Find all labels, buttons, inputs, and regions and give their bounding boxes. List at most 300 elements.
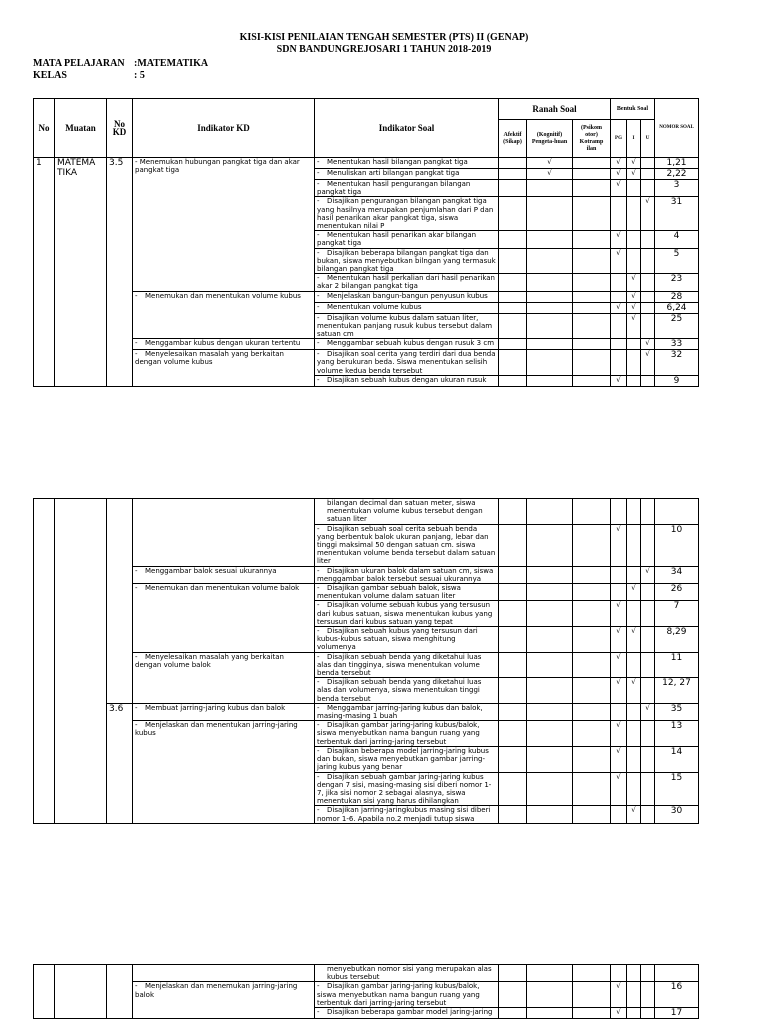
pg-cell bbox=[611, 302, 627, 313]
i-cell bbox=[627, 339, 641, 350]
bullet-dash: - bbox=[317, 652, 320, 661]
bullet-dash: - bbox=[317, 678, 320, 687]
pg-cell bbox=[611, 524, 627, 566]
psikomotor-cell bbox=[573, 375, 611, 386]
nomor-soal-cell bbox=[655, 197, 699, 231]
nomor-soal-cell-text: 10 bbox=[670, 524, 683, 535]
indikator-soal-cell bbox=[315, 721, 499, 747]
indikator-kd-text: Menemukan dan menentukan volume balok bbox=[145, 584, 300, 593]
row-muatan bbox=[55, 158, 107, 387]
bullet-dash: - bbox=[317, 746, 320, 755]
afektif-cell bbox=[499, 313, 527, 339]
pg-cell bbox=[611, 678, 627, 704]
kognitif-cell bbox=[527, 197, 573, 231]
u-cell bbox=[641, 302, 655, 313]
pg-cell bbox=[611, 566, 627, 583]
psikomotor-cell bbox=[573, 806, 611, 823]
indikator-soal-text: Menggambar jarring-jaring kubus dan balok, masing-masing 1 buah bbox=[317, 703, 483, 721]
indikator-kd-cell bbox=[133, 965, 315, 982]
row-no bbox=[34, 499, 55, 824]
indikator-soal-text: Disajikan volume sebuah kubus yang tersusun dari kubus satuan, siswa menentukan kubus yang tersusun dari kubus satuan yang tepat bbox=[317, 601, 493, 626]
bullet-dash: - bbox=[135, 350, 138, 359]
bullet-dash: - bbox=[135, 703, 138, 712]
bullet-dash: - bbox=[317, 566, 320, 575]
u-cell bbox=[641, 375, 655, 386]
psikomotor-cell bbox=[573, 274, 611, 291]
u-cell bbox=[641, 721, 655, 747]
indikator-soal-text: Disajikan soal cerita yang terdiri dari dua benda yang berukuran beda. Siswa menentukan selisih volume kedua benda tersebut bbox=[317, 350, 496, 375]
kognitif-cell bbox=[527, 524, 573, 566]
pg-cell-text: √ bbox=[616, 169, 621, 177]
pg-cell bbox=[611, 584, 627, 601]
indikator-soal-text: Disajikan sebuah benda yang diketahui luas alas dan volumenya, siswa menentukan tinggi benda tersebut bbox=[317, 678, 482, 703]
pg-cell-text: √ bbox=[616, 248, 621, 257]
mapel-label: MATA PELAJARAN bbox=[33, 58, 125, 69]
pg-cell bbox=[611, 375, 627, 386]
i-cell bbox=[627, 806, 641, 823]
nomor-soal-cell-text: 8,29 bbox=[666, 627, 687, 638]
kognitif-cell bbox=[527, 566, 573, 583]
kognitif-cell bbox=[527, 1008, 573, 1019]
afektif-cell bbox=[499, 703, 527, 720]
afektif-cell bbox=[499, 158, 527, 169]
psikomotor-cell bbox=[573, 339, 611, 350]
i-cell bbox=[627, 313, 641, 339]
indikator-soal-cell bbox=[315, 524, 499, 566]
kognitif-cell bbox=[527, 652, 573, 678]
u-cell-text: √ bbox=[645, 339, 650, 348]
indikator-soal-cell bbox=[315, 772, 499, 806]
kognitif-cell bbox=[527, 806, 573, 823]
row-no-text: 1 bbox=[36, 158, 42, 168]
indikator-soal-text: Menentukan hasil bilangan pangkat tiga bbox=[327, 158, 468, 166]
i-cell-text: √ bbox=[631, 169, 636, 177]
i-cell bbox=[627, 524, 641, 566]
u-cell bbox=[641, 274, 655, 291]
u-cell bbox=[641, 313, 655, 339]
header-nomor-soal: NOMOR SOAL bbox=[655, 99, 699, 158]
kognitif-cell bbox=[527, 302, 573, 313]
psikomotor-cell bbox=[573, 291, 611, 302]
pg-cell bbox=[611, 291, 627, 302]
pg-cell bbox=[611, 627, 627, 653]
table-row bbox=[34, 703, 699, 720]
nomor-soal-cell bbox=[655, 965, 699, 982]
kelas-label: KELAS bbox=[33, 70, 67, 81]
header-kognitif: (Kognitif) Pengeta-huan bbox=[527, 120, 573, 158]
kognitif-cell bbox=[527, 601, 573, 627]
u-cell bbox=[641, 806, 655, 823]
u-cell bbox=[641, 627, 655, 653]
bullet-dash: - bbox=[317, 274, 320, 283]
indikator-kd-text: Menyelesaikan masalah yang berkaitan dengan volume kubus bbox=[135, 350, 284, 367]
bullet-dash: - bbox=[317, 584, 320, 593]
indikator-soal-cell bbox=[315, 652, 499, 678]
u-cell bbox=[641, 291, 655, 302]
table-row bbox=[34, 721, 699, 747]
pg-cell-text: √ bbox=[616, 1008, 621, 1017]
u-cell bbox=[641, 169, 655, 180]
bullet-dash: - bbox=[317, 158, 320, 166]
i-cell-text: √ bbox=[631, 274, 636, 283]
indikator-soal-cell bbox=[315, 339, 499, 350]
psikomotor-cell bbox=[573, 678, 611, 704]
indikator-soal-text: Disajikan sebuah soal cerita sebuah benda yang berbentuk balok ukuran panjang, lebar dan tinggi maksimal 50 dengan satuan cm. siswa menentukan volume benda tersebut dalam satuan liter bbox=[317, 524, 496, 566]
nomor-soal-cell bbox=[655, 524, 699, 566]
table-row bbox=[34, 584, 699, 601]
bullet-dash: - bbox=[135, 652, 138, 661]
indikator-soal-text: Disajikan sebuah gambar jaring-jaring kubus dengan 7 sisi, masing-masing sisi diberi nomor 1-7, jika sisi nomor 2 sebagai alasnya, siswa menentukan sisi yang harus dihilangkan bbox=[317, 772, 492, 806]
kognitif-cell bbox=[527, 746, 573, 772]
u-cell bbox=[641, 601, 655, 627]
i-cell bbox=[627, 652, 641, 678]
nomor-soal-cell-text: 9 bbox=[673, 375, 680, 386]
indikator-kd-cell bbox=[133, 652, 315, 703]
i-cell bbox=[627, 248, 641, 274]
nomor-soal-cell-text: 4 bbox=[673, 231, 680, 242]
u-cell bbox=[641, 965, 655, 982]
nomor-soal-cell-text: 34 bbox=[670, 566, 683, 577]
indikator-kd-cell bbox=[133, 158, 315, 292]
pg-cell bbox=[611, 339, 627, 350]
row-muatan-text: MATEMA TIKA bbox=[57, 158, 96, 178]
indikator-soal-text: Disajikan sebuah kubus dengan ukuran rusuk bbox=[327, 375, 487, 384]
nomor-soal-cell-text: 1,21 bbox=[666, 158, 687, 168]
kognitif-cell-text: √ bbox=[547, 158, 552, 166]
afektif-cell bbox=[499, 627, 527, 653]
header-indikator-soal: Indikator Soal bbox=[315, 99, 499, 158]
u-cell bbox=[641, 248, 655, 274]
psikomotor-cell bbox=[573, 158, 611, 169]
i-cell bbox=[627, 627, 641, 653]
header-ranah-soal: Ranah Soal bbox=[499, 99, 611, 120]
i-cell bbox=[627, 1008, 641, 1019]
psikomotor-cell bbox=[573, 652, 611, 678]
indikator-soal-text: Disajikan sebuah kubus yang tersusun dari kubus-kubus satuan, siswa menghitung volumenya bbox=[317, 627, 478, 652]
nomor-soal-cell-text: 23 bbox=[670, 274, 683, 285]
indikator-soal-cell bbox=[315, 291, 499, 302]
i-cell bbox=[627, 231, 641, 248]
bullet-dash: - bbox=[135, 566, 138, 575]
i-cell bbox=[627, 158, 641, 169]
afektif-cell bbox=[499, 566, 527, 583]
i-cell bbox=[627, 350, 641, 376]
afektif-cell bbox=[499, 302, 527, 313]
afektif-cell bbox=[499, 721, 527, 747]
indikator-soal-cell bbox=[315, 1008, 499, 1019]
u-cell bbox=[641, 703, 655, 720]
row-no-kd-text: 3.6 bbox=[109, 703, 124, 714]
u-cell bbox=[641, 746, 655, 772]
pg-cell-text: √ bbox=[616, 652, 621, 661]
indikator-kd-cell bbox=[133, 499, 315, 567]
pg-cell-text: √ bbox=[616, 601, 621, 610]
header-pg: PG bbox=[611, 120, 627, 158]
indikator-kd-text: - Menemukan hubungan pangkat tiga dan akar pangkat tiga bbox=[135, 158, 300, 175]
header-no: No bbox=[34, 99, 55, 158]
i-cell-text: √ bbox=[631, 806, 636, 815]
table-row bbox=[34, 350, 699, 376]
indikator-soal-cell bbox=[315, 584, 499, 601]
table-row bbox=[34, 652, 699, 678]
nomor-soal-cell bbox=[655, 169, 699, 180]
indikator-soal-text: Disajikan jarring-jaringkubus masing sisi diberi nomor 1-6. Apabila no.2 menjadi tutup siswa bbox=[317, 806, 491, 823]
pg-cell-text: √ bbox=[616, 746, 621, 755]
indikator-soal-cell bbox=[315, 169, 499, 180]
indikator-soal-cell bbox=[315, 180, 499, 197]
psikomotor-cell bbox=[573, 627, 611, 653]
kognitif-cell bbox=[527, 584, 573, 601]
nomor-soal-cell-text: 26 bbox=[670, 584, 683, 595]
i-cell bbox=[627, 965, 641, 982]
kognitif-cell-text: √ bbox=[547, 169, 552, 177]
psikomotor-cell bbox=[573, 1008, 611, 1019]
header-bentuk-soal: Bentuk Soal bbox=[611, 99, 655, 120]
pg-cell bbox=[611, 601, 627, 627]
row-no-kd bbox=[107, 499, 133, 704]
indikator-soal-text: Disajikan beberapa gambar model jaring-jaring bbox=[327, 1008, 493, 1017]
i-cell bbox=[627, 721, 641, 747]
indikator-soal-text: Menjelaskan bangun-bangun penyusun kubus bbox=[327, 291, 488, 300]
header-psikomotor: (Psikom otor) Kotramp ilan bbox=[573, 120, 611, 158]
afektif-cell bbox=[499, 274, 527, 291]
indikator-kd-cell bbox=[133, 703, 315, 720]
pg-cell bbox=[611, 721, 627, 747]
pg-cell bbox=[611, 169, 627, 180]
psikomotor-cell bbox=[573, 601, 611, 627]
row-no-kd bbox=[107, 158, 133, 387]
psikomotor-cell bbox=[573, 231, 611, 248]
pg-cell-text: √ bbox=[616, 375, 621, 384]
u-cell bbox=[641, 350, 655, 376]
nomor-soal-cell-text: 16 bbox=[670, 982, 683, 993]
bullet-dash: - bbox=[317, 721, 320, 730]
kognitif-cell bbox=[527, 627, 573, 653]
afektif-cell bbox=[499, 248, 527, 274]
kognitif-cell bbox=[527, 339, 573, 350]
kelas-line bbox=[33, 70, 145, 81]
psikomotor-cell bbox=[573, 524, 611, 566]
indikator-soal-cell bbox=[315, 601, 499, 627]
kognitif-cell bbox=[527, 965, 573, 982]
nomor-soal-cell-text: 28 bbox=[670, 291, 683, 302]
bullet-dash: - bbox=[317, 313, 320, 322]
u-cell bbox=[641, 231, 655, 248]
afektif-cell bbox=[499, 524, 527, 566]
pg-cell bbox=[611, 274, 627, 291]
indikator-soal-text: Menggambar sebuah kubus dengan rusuk 3 cm bbox=[327, 339, 495, 348]
row-muatan bbox=[55, 965, 107, 1019]
bullet-dash: - bbox=[135, 982, 138, 991]
kisi-table-page-3 bbox=[33, 964, 699, 1019]
psikomotor-cell bbox=[573, 746, 611, 772]
indikator-soal-text: Disajikan beberapa bilangan pangkat tiga dan bukan, siswa menyebutkan bilngan yang termasuk bilangan pangkat tiga bbox=[317, 248, 496, 274]
afektif-cell bbox=[499, 965, 527, 982]
i-cell-text: √ bbox=[631, 302, 636, 311]
nomor-soal-cell-text: 33 bbox=[670, 339, 683, 350]
indikator-soal-cell bbox=[315, 566, 499, 583]
table-row bbox=[34, 158, 699, 169]
i-cell bbox=[627, 982, 641, 1008]
row-no-kd-text: 3.5 bbox=[109, 158, 124, 168]
bullet-dash: - bbox=[317, 806, 320, 815]
i-cell bbox=[627, 180, 641, 197]
pg-cell-text: √ bbox=[616, 982, 621, 991]
bullet-dash: - bbox=[317, 231, 320, 240]
nomor-soal-cell bbox=[655, 721, 699, 747]
indikator-soal-text: Menentukan hasil perkalian dari hasil penarikan akar 2 bilangan pangkat tiga bbox=[317, 274, 495, 291]
nomor-soal-cell bbox=[655, 375, 699, 386]
indikator-kd-text: Menemukan dan menentukan volume kubus bbox=[145, 291, 301, 300]
indikator-kd-cell bbox=[133, 982, 315, 1019]
indikator-kd-cell bbox=[133, 291, 315, 339]
nomor-soal-cell-text: 2,22 bbox=[666, 169, 687, 179]
pg-cell bbox=[611, 313, 627, 339]
row-no bbox=[34, 158, 55, 387]
nomor-soal-cell bbox=[655, 627, 699, 653]
nomor-soal-cell-text: 7 bbox=[673, 601, 680, 612]
indikator-soal-cell bbox=[315, 248, 499, 274]
indikator-soal-cell bbox=[315, 678, 499, 704]
bullet-dash: - bbox=[317, 197, 320, 206]
psikomotor-cell bbox=[573, 721, 611, 747]
psikomotor-cell bbox=[573, 248, 611, 274]
indikator-soal-cell bbox=[315, 274, 499, 291]
i-cell-text: √ bbox=[631, 313, 636, 322]
kognitif-cell bbox=[527, 678, 573, 704]
nomor-soal-cell bbox=[655, 982, 699, 1008]
nomor-soal-cell-text: 3 bbox=[673, 180, 680, 190]
afektif-cell bbox=[499, 291, 527, 302]
pg-cell-text: √ bbox=[616, 678, 621, 687]
table-row bbox=[34, 339, 699, 350]
nomor-soal-cell bbox=[655, 302, 699, 313]
indikator-soal-cell bbox=[315, 313, 499, 339]
bullet-dash: - bbox=[317, 291, 320, 300]
i-cell bbox=[627, 566, 641, 583]
u-cell bbox=[641, 339, 655, 350]
pg-cell bbox=[611, 1008, 627, 1019]
u-cell bbox=[641, 499, 655, 525]
indikator-soal-text: Menentukan hasil pengurangan bilangan pangkat tiga bbox=[317, 180, 471, 197]
indikator-soal-text: Disajikan ukuran balok dalam satuan cm, siswa menggambar balok tersebut sesuai ukurannya bbox=[317, 566, 494, 583]
indikator-soal-text: Disajikan beberapa model jarring-jaring kubus dan bukan, siswa menyebutkan gambar jarring-jaring kubus yang benar bbox=[317, 746, 489, 772]
bullet-dash: - bbox=[135, 584, 138, 593]
pg-cell-text: √ bbox=[616, 231, 621, 240]
afektif-cell bbox=[499, 499, 527, 525]
kisi-table-page-2 bbox=[33, 498, 699, 824]
psikomotor-cell bbox=[573, 772, 611, 806]
i-cell bbox=[627, 703, 641, 720]
psikomotor-cell bbox=[573, 965, 611, 982]
kelas-value: : 5 bbox=[134, 70, 145, 81]
nomor-soal-cell bbox=[655, 291, 699, 302]
nomor-soal-cell bbox=[655, 180, 699, 197]
header-i: I bbox=[627, 120, 641, 158]
u-cell bbox=[641, 652, 655, 678]
psikomotor-cell bbox=[573, 169, 611, 180]
table-row bbox=[34, 982, 699, 1008]
indikator-kd-cell bbox=[133, 350, 315, 387]
indikator-kd-cell bbox=[133, 339, 315, 350]
afektif-cell bbox=[499, 180, 527, 197]
indikator-kd-cell bbox=[133, 584, 315, 653]
kognitif-cell bbox=[527, 703, 573, 720]
nomor-soal-cell bbox=[655, 601, 699, 627]
pg-cell bbox=[611, 746, 627, 772]
nomor-soal-cell-text: 13 bbox=[670, 721, 683, 732]
nomor-soal-cell-text: 5 bbox=[673, 248, 680, 259]
kognitif-cell bbox=[527, 158, 573, 169]
afektif-cell bbox=[499, 982, 527, 1008]
bullet-dash: - bbox=[317, 601, 320, 610]
header-no-kd: No KD bbox=[107, 99, 133, 158]
afektif-cell bbox=[499, 197, 527, 231]
afektif-cell bbox=[499, 678, 527, 704]
afektif-cell bbox=[499, 652, 527, 678]
indikator-soal-text: bilangan decimal dan satuan meter, siswa menentukan volume kubus tersebut dengan satuan liter bbox=[327, 499, 483, 524]
kognitif-cell bbox=[527, 248, 573, 274]
kisi-table-page-1 bbox=[33, 98, 699, 387]
i-cell bbox=[627, 601, 641, 627]
indikator-soal-text: Disajikan gambar jaring-jaring kubus/balok, siswa menyebutkan nama bangun ruang yang terbentuk dari jarring-jaring tersebut bbox=[317, 721, 480, 746]
row-no-kd bbox=[107, 703, 133, 823]
u-cell bbox=[641, 1008, 655, 1019]
nomor-soal-cell-text: 32 bbox=[670, 350, 683, 361]
u-cell bbox=[641, 566, 655, 583]
pg-cell bbox=[611, 180, 627, 197]
nomor-soal-cell bbox=[655, 350, 699, 376]
pg-cell-text: √ bbox=[616, 302, 621, 311]
i-cell-text: √ bbox=[631, 291, 636, 300]
nomor-soal-cell bbox=[655, 746, 699, 772]
indikator-soal-cell bbox=[315, 982, 499, 1008]
indikator-soal-text: Disajikan gambar jaring-jaring kubus/balok, siswa menyebutkan nama bangun ruang yang terbentuk dari jarring-jaring tersebut bbox=[317, 982, 480, 1007]
u-cell bbox=[641, 982, 655, 1008]
indikator-soal-cell bbox=[315, 158, 499, 169]
pg-cell bbox=[611, 965, 627, 982]
u-cell bbox=[641, 772, 655, 806]
bullet-dash: - bbox=[135, 339, 138, 348]
i-cell bbox=[627, 302, 641, 313]
indikator-soal-text: Menentukan volume kubus bbox=[327, 302, 422, 311]
afektif-cell bbox=[499, 169, 527, 180]
psikomotor-cell bbox=[573, 499, 611, 525]
nomor-soal-cell bbox=[655, 339, 699, 350]
u-cell bbox=[641, 524, 655, 566]
nomor-soal-cell bbox=[655, 703, 699, 720]
bullet-dash: - bbox=[317, 248, 320, 257]
u-cell-text: √ bbox=[645, 566, 650, 575]
u-cell bbox=[641, 584, 655, 601]
indikator-soal-cell bbox=[315, 350, 499, 376]
nomor-soal-cell-text: 31 bbox=[670, 197, 683, 208]
i-cell-text: √ bbox=[631, 158, 636, 166]
indikator-soal-text: menyebutkan nomor sisi yang merupakan alas kubus tersebut bbox=[327, 965, 492, 982]
u-cell-text: √ bbox=[645, 350, 650, 359]
pg-cell bbox=[611, 499, 627, 525]
bullet-dash: - bbox=[317, 703, 320, 712]
u-cell bbox=[641, 180, 655, 197]
table-row bbox=[34, 499, 699, 525]
i-cell bbox=[627, 169, 641, 180]
nomor-soal-cell bbox=[655, 158, 699, 169]
indikator-soal-text: Menuliskan arti bilangan pangkat tiga bbox=[327, 169, 460, 177]
bullet-dash: - bbox=[317, 169, 320, 177]
indikator-kd-text: Menyelesaikan masalah yang berkaitan dengan volume balok bbox=[135, 652, 284, 669]
afektif-cell bbox=[499, 231, 527, 248]
afektif-cell bbox=[499, 339, 527, 350]
